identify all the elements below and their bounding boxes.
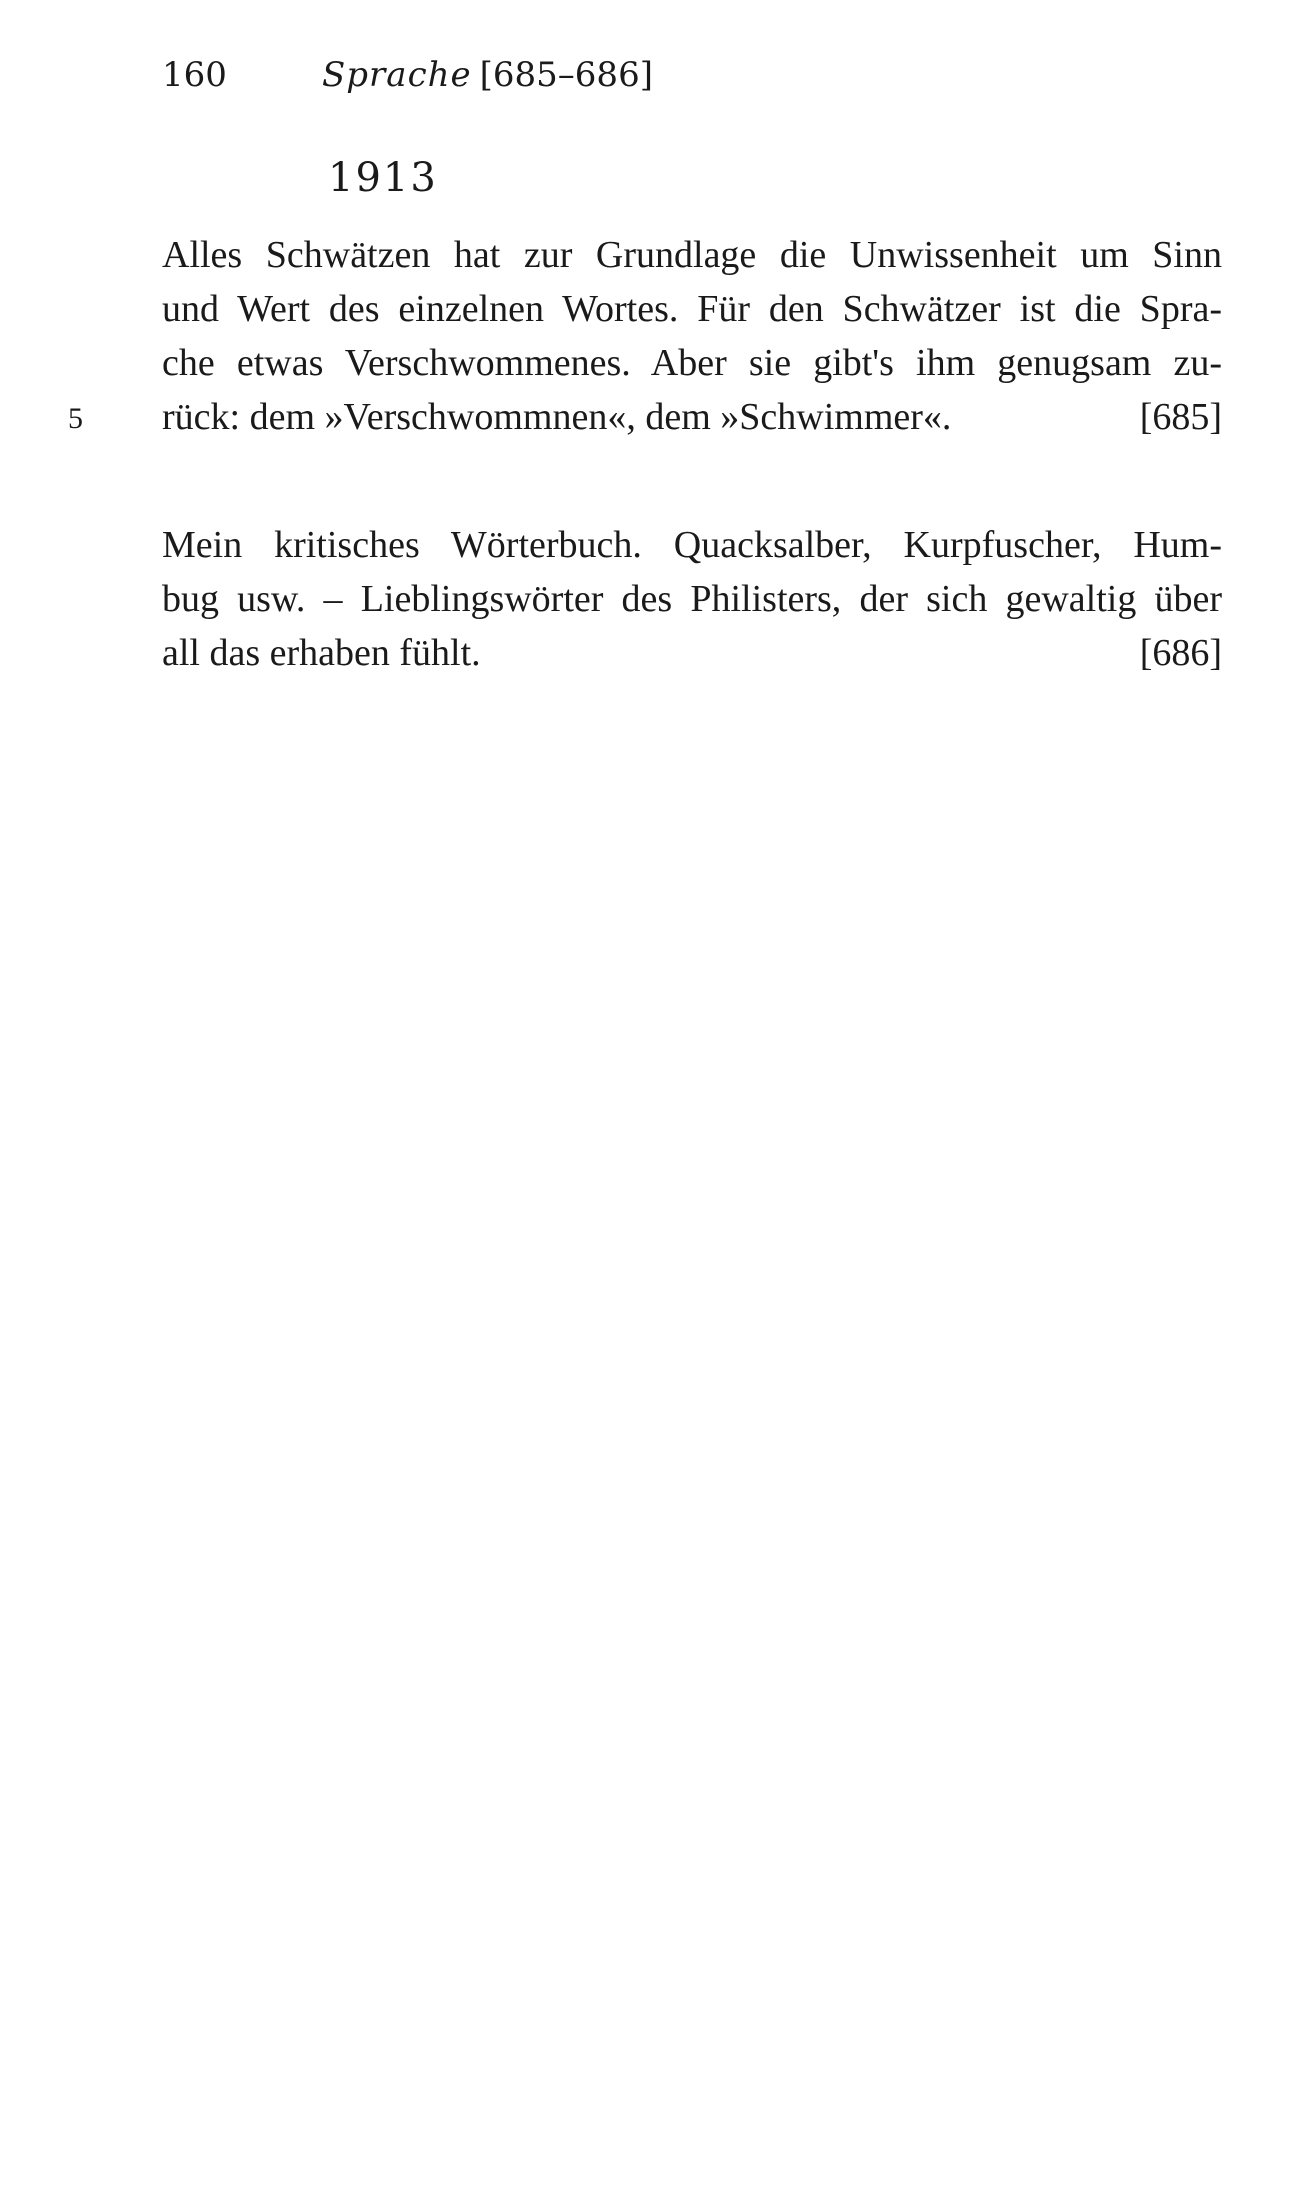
running-head	[162, 55, 653, 95]
page-number: 160	[162, 55, 227, 95]
aphorism-685	[68, 228, 1222, 444]
text-line: Mein kritisches Wörterbuch. Quacksalber, Kurpfuscher, Hum-	[162, 524, 1222, 566]
aphorism-686	[162, 518, 1222, 680]
text-line: Alles Schwätzen hat zur Grundlage die Unwissenheit um Sinn	[162, 234, 1222, 276]
text-line: bug usw. – Lieblingswörter des Philisters, der sich gewaltig über	[162, 578, 1222, 620]
entry-reference: [686]	[1139, 632, 1222, 674]
entry-reference: [685]	[1139, 396, 1222, 438]
text-line-last	[162, 626, 1222, 680]
entry-range: [685–686]	[479, 55, 653, 95]
text-line: und Wert des einzelnen Wortes. Für den Schwätzer ist die Spra-	[162, 288, 1222, 330]
text-line-content: all das erhaben fühlt.	[162, 632, 481, 674]
text-line: che etwas Verschwommenes. Aber sie gibt's ihm genugsam zu-	[162, 342, 1222, 384]
text-line-last	[68, 390, 1222, 444]
line-number: 5	[68, 402, 83, 435]
year-heading: 1913	[328, 155, 438, 201]
text-line-content: rück: dem »Verschwommnen«, dem »Schwimmer«.	[162, 396, 952, 438]
section-title: Sprache	[322, 55, 472, 95]
